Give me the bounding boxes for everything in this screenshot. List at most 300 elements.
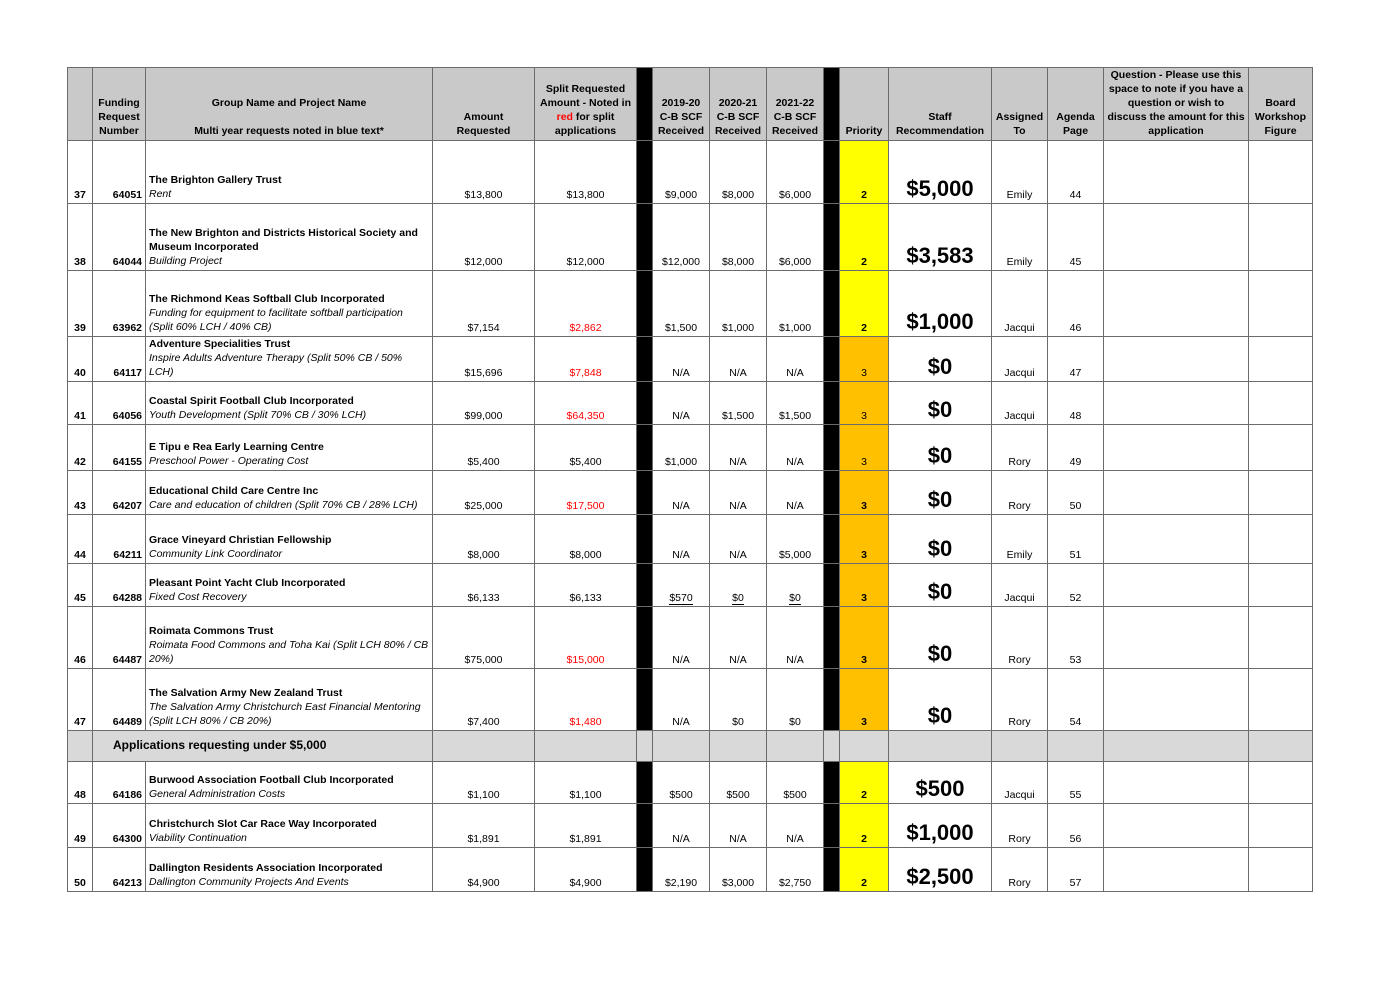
amount-requested: $13,800: [433, 141, 535, 204]
scf-2019-received: $9,000: [653, 141, 710, 204]
black-divider: [637, 471, 653, 515]
agenda-page: 50: [1048, 471, 1104, 515]
row-number: 39: [68, 271, 93, 337]
table-row: [68, 669, 1313, 731]
row-number: 49: [68, 804, 93, 848]
staff-recommendation: $0: [889, 564, 992, 607]
scf-2021-received: $2,750: [767, 848, 824, 892]
priority-badge: 2: [840, 141, 889, 204]
question-input[interactable]: [1104, 762, 1249, 804]
split-requested-amount: $1,480: [535, 669, 637, 731]
split-requested-amount: $1,100: [535, 762, 637, 804]
black-divider-2: [824, 68, 840, 141]
scf-2021-received: $5,000: [767, 515, 824, 564]
scf-2021-received: N/A: [767, 425, 824, 471]
section-cell-blank: [1249, 731, 1313, 762]
group-cell: [146, 471, 433, 515]
board-workshop-input[interactable]: [1249, 669, 1313, 731]
assigned-to: Rory: [992, 425, 1048, 471]
black-divider-1: [637, 68, 653, 141]
section-cell-blank: [710, 731, 767, 762]
board-workshop-input[interactable]: [1249, 382, 1313, 425]
assigned-to: Rory: [992, 848, 1048, 892]
header-split-red-word: red: [556, 111, 573, 123]
black-divider: [824, 804, 840, 848]
assigned-to: Rory: [992, 607, 1048, 669]
agenda-page: 55: [1048, 762, 1104, 804]
scf-2020-received: $0: [710, 669, 767, 731]
black-divider: [824, 337, 840, 382]
header-group-name: [146, 68, 433, 141]
agenda-page: 51: [1048, 515, 1104, 564]
table-row: [68, 382, 1313, 425]
scf-2021-received: $1,500: [767, 382, 824, 425]
staff-recommendation: $3,583: [889, 204, 992, 271]
header-priority: Priority: [840, 68, 889, 141]
board-workshop-input[interactable]: [1249, 337, 1313, 382]
black-divider: [824, 607, 840, 669]
black-divider: [637, 204, 653, 271]
priority-badge: 3: [840, 515, 889, 564]
priority-badge: 3: [840, 669, 889, 731]
question-input[interactable]: [1104, 607, 1249, 669]
staff-recommendation: $0: [889, 337, 992, 382]
group-name: Pleasant Point Yacht Club Incorporated: [149, 577, 346, 589]
agenda-page: 46: [1048, 271, 1104, 337]
board-workshop-input[interactable]: [1249, 271, 1313, 337]
scf-2021-received: $0: [767, 669, 824, 731]
section-cell-blank: [767, 731, 824, 762]
scf-2019-received: $500: [653, 762, 710, 804]
agenda-page: 45: [1048, 204, 1104, 271]
row-number: 50: [68, 848, 93, 892]
project-name: Preschool Power - Operating Cost: [149, 455, 309, 467]
group-cell: [146, 762, 433, 804]
black-divider: [637, 804, 653, 848]
section-cell-blank: [840, 731, 889, 762]
scf-2019-received: $1,000: [653, 425, 710, 471]
split-requested-amount: $1,891: [535, 804, 637, 848]
scf-2019-received: $12,000: [653, 204, 710, 271]
black-divider: [637, 848, 653, 892]
group-name: Educational Child Care Centre Inc: [149, 485, 319, 497]
header-split-text-1: Split Requested Amount - Noted in: [540, 83, 631, 109]
project-name: Inspire Adults Adventure Therapy (Split 50% CB / 50% LCH): [149, 352, 403, 378]
project-name: Funding for equipment to facilitate softball participation (Split 60% LCH / 40% CB): [149, 307, 403, 333]
section-title: Applications requesting under $5,000: [93, 731, 433, 762]
amount-requested: $1,891: [433, 804, 535, 848]
scf-2021-received: $6,000: [767, 141, 824, 204]
section-cell-blank: [1048, 731, 1104, 762]
table-row: [68, 564, 1313, 607]
scf-2021-received: N/A: [767, 471, 824, 515]
funding-request-number: 64056: [93, 382, 146, 425]
funding-request-number: 64186: [93, 762, 146, 804]
scf-2020-received: N/A: [710, 804, 767, 848]
black-divider: [637, 337, 653, 382]
split-requested-amount: $15,000: [535, 607, 637, 669]
header-group-name-line1: Group Name and Project Name: [211, 97, 367, 109]
split-requested-amount: $6,133: [535, 564, 637, 607]
agenda-page: 56: [1048, 804, 1104, 848]
split-requested-amount: $2,862: [535, 271, 637, 337]
scf-2019-received: N/A: [653, 804, 710, 848]
group-name: Christchurch Slot Car Race Way Incorporated: [149, 818, 377, 830]
scf-2020-received: N/A: [710, 425, 767, 471]
table-row: [68, 141, 1313, 204]
scf-2020-received: N/A: [710, 471, 767, 515]
scf-2020-received: $3,000: [710, 848, 767, 892]
staff-recommendation: $0: [889, 425, 992, 471]
amount-requested: $7,154: [433, 271, 535, 337]
scf-2020-received: $8,000: [710, 204, 767, 271]
project-name: Building Project: [149, 255, 222, 267]
project-name: Care and education of children (Split 70% CB / 28% LCH): [149, 499, 418, 511]
scf-2021-received: $1,000: [767, 271, 824, 337]
assigned-to: Emily: [992, 204, 1048, 271]
project-name: The Salvation Army Christchurch East Financial Mentoring (Split LCH 80% / CB 20%): [149, 701, 421, 727]
row-number: 45: [68, 564, 93, 607]
amount-requested: $12,000: [433, 204, 535, 271]
split-requested-amount: $12,000: [535, 204, 637, 271]
funding-request-number: 64117: [93, 337, 146, 382]
amount-requested: $99,000: [433, 382, 535, 425]
section-cell-blank: [68, 731, 93, 762]
group-name: E Tipu e Rea Early Learning Centre: [149, 441, 324, 453]
header-row: [68, 68, 1313, 141]
group-name: Adventure Specialities Trust: [149, 338, 291, 350]
assigned-to: Rory: [992, 804, 1048, 848]
scf-2020-received: N/A: [710, 337, 767, 382]
split-requested-amount: $13,800: [535, 141, 637, 204]
header-amount-requested: Amount Requested: [433, 68, 535, 141]
funding-request-number: 64051: [93, 141, 146, 204]
assigned-to: Emily: [992, 515, 1048, 564]
black-divider: [824, 141, 840, 204]
header-question: Question - Please use this space to note if you have a question or wish to discuss the amount for this application: [1104, 68, 1249, 141]
project-name: Rent: [149, 188, 172, 200]
question-input[interactable]: [1104, 515, 1249, 564]
black-divider: [637, 271, 653, 337]
priority-badge: 3: [840, 471, 889, 515]
scf-2019-received: $2,190: [653, 848, 710, 892]
funding-request-number: 64487: [93, 607, 146, 669]
question-input[interactable]: [1104, 141, 1249, 204]
scf-2020-received: [710, 564, 767, 607]
header-staff-recommendation: Staff Recommendation: [889, 68, 992, 141]
group-name: Burwood Association Football Club Incorporated: [149, 774, 394, 786]
assigned-to: Jacqui: [992, 382, 1048, 425]
agenda-page: 47: [1048, 337, 1104, 382]
priority-badge: 3: [840, 382, 889, 425]
split-requested-amount: $5,400: [535, 425, 637, 471]
split-requested-amount: $4,900: [535, 848, 637, 892]
funding-request-number: 64207: [93, 471, 146, 515]
agenda-page: 53: [1048, 607, 1104, 669]
black-divider: [824, 471, 840, 515]
split-requested-amount: $17,500: [535, 471, 637, 515]
priority-badge: 2: [840, 762, 889, 804]
staff-recommendation: $0: [889, 382, 992, 425]
header-split-requested: [535, 68, 637, 141]
scf-2021-received: N/A: [767, 337, 824, 382]
scf-2021-received: N/A: [767, 607, 824, 669]
project-name: Dallington Community Projects And Events: [149, 876, 349, 888]
board-workshop-input[interactable]: [1249, 848, 1313, 892]
group-cell: [146, 848, 433, 892]
header-scf-2021: 2021-22 C-B SCF Received: [767, 68, 824, 141]
header-board-workshop: Board Workshop Figure: [1249, 68, 1313, 141]
section-divider-2: [824, 731, 840, 762]
question-input[interactable]: [1104, 271, 1249, 337]
agenda-page: 49: [1048, 425, 1104, 471]
table-row: [68, 607, 1313, 669]
question-input[interactable]: [1104, 804, 1249, 848]
amount-requested: $7,400: [433, 669, 535, 731]
funding-request-number: 64211: [93, 515, 146, 564]
black-divider: [637, 564, 653, 607]
project-name: Viability Continuation: [149, 832, 247, 844]
staff-recommendation: $0: [889, 515, 992, 564]
funding-request-number: 63962: [93, 271, 146, 337]
assigned-to: Jacqui: [992, 271, 1048, 337]
scf-2020-received: $8,000: [710, 141, 767, 204]
funding-request-number: 64213: [93, 848, 146, 892]
black-divider: [824, 382, 840, 425]
scf-2019-received: N/A: [653, 669, 710, 731]
scf-2019-received: N/A: [653, 471, 710, 515]
project-name: Fixed Cost Recovery: [149, 591, 247, 603]
group-cell: [146, 564, 433, 607]
board-workshop-input[interactable]: [1249, 607, 1313, 669]
group-cell: [146, 204, 433, 271]
row-number: 42: [68, 425, 93, 471]
question-input[interactable]: [1104, 204, 1249, 271]
black-divider: [824, 669, 840, 731]
row-number: 48: [68, 762, 93, 804]
question-input[interactable]: [1104, 564, 1249, 607]
board-workshop-input[interactable]: [1249, 204, 1313, 271]
scf-2019-received: N/A: [653, 607, 710, 669]
question-input[interactable]: [1104, 471, 1249, 515]
group-cell: [146, 515, 433, 564]
project-name: Youth Development (Split 70% CB / 30% LCH): [149, 409, 367, 421]
funding-request-number: 64044: [93, 204, 146, 271]
black-divider: [637, 425, 653, 471]
section-cell-blank: [992, 731, 1048, 762]
amount-requested: $6,133: [433, 564, 535, 607]
table-row: [68, 337, 1313, 382]
question-input[interactable]: [1104, 848, 1249, 892]
staff-recommendation: $1,000: [889, 271, 992, 337]
board-workshop-input[interactable]: [1249, 425, 1313, 471]
priority-badge: 2: [840, 204, 889, 271]
group-name: The Salvation Army New Zealand Trust: [149, 687, 343, 699]
scf-2020-received: $1,000: [710, 271, 767, 337]
black-divider: [637, 607, 653, 669]
black-divider: [824, 425, 840, 471]
amount-requested: $25,000: [433, 471, 535, 515]
group-cell: [146, 425, 433, 471]
scf-2021-received: $6,000: [767, 204, 824, 271]
table-row: [68, 425, 1313, 471]
priority-badge: 2: [840, 848, 889, 892]
agenda-page: 44: [1048, 141, 1104, 204]
amount-requested: $5,400: [433, 425, 535, 471]
project-name: General Administration Costs: [149, 788, 286, 800]
split-requested-amount: $8,000: [535, 515, 637, 564]
black-divider: [637, 382, 653, 425]
amount-requested: $8,000: [433, 515, 535, 564]
table-row: [68, 271, 1313, 337]
board-workshop-input[interactable]: [1249, 804, 1313, 848]
header-split-text-2: for split applications: [554, 111, 617, 137]
staff-recommendation: $5,000: [889, 141, 992, 204]
scf-value-underlined: $570: [669, 592, 693, 604]
group-name: Dallington Residents Association Incorporated: [149, 862, 383, 874]
project-name: Community Link Coordinator: [149, 548, 283, 560]
table-row: [68, 515, 1313, 564]
agenda-page: 57: [1048, 848, 1104, 892]
scf-2019-received: [653, 564, 710, 607]
section-cell-blank: [1104, 731, 1249, 762]
black-divider: [637, 762, 653, 804]
section-divider-1: [637, 731, 653, 762]
assigned-to: Rory: [992, 471, 1048, 515]
section-row: [68, 731, 1313, 762]
row-number: 43: [68, 471, 93, 515]
assigned-to: Emily: [992, 141, 1048, 204]
question-input[interactable]: [1104, 337, 1249, 382]
group-cell: [146, 337, 433, 382]
table-row: [68, 762, 1313, 804]
header-group-name-line2: Multi year requests noted in blue text*: [194, 125, 384, 137]
staff-recommendation: $0: [889, 607, 992, 669]
table-row: [68, 204, 1313, 271]
scf-2020-received: $1,500: [710, 382, 767, 425]
question-input[interactable]: [1104, 425, 1249, 471]
priority-badge: 2: [840, 271, 889, 337]
assigned-to: Jacqui: [992, 762, 1048, 804]
scf-2020-received: $500: [710, 762, 767, 804]
funding-request-number: 64489: [93, 669, 146, 731]
question-input[interactable]: [1104, 382, 1249, 425]
amount-requested: $15,696: [433, 337, 535, 382]
staff-recommendation: $0: [889, 669, 992, 731]
group-cell: [146, 141, 433, 204]
board-workshop-input[interactable]: [1249, 762, 1313, 804]
group-cell: [146, 271, 433, 337]
header-agenda-page: Agenda Page: [1048, 68, 1104, 141]
row-number: 47: [68, 669, 93, 731]
group-name: Coastal Spirit Football Club Incorporated: [149, 395, 354, 407]
scf-2019-received: $1,500: [653, 271, 710, 337]
board-workshop-input[interactable]: [1249, 471, 1313, 515]
row-number: 40: [68, 337, 93, 382]
scf-2019-received: N/A: [653, 515, 710, 564]
staff-recommendation: $0: [889, 471, 992, 515]
row-number: 46: [68, 607, 93, 669]
table-row: [68, 471, 1313, 515]
amount-requested: $4,900: [433, 848, 535, 892]
scf-value-underlined: $0: [732, 592, 744, 604]
agenda-page: 48: [1048, 382, 1104, 425]
board-workshop-input[interactable]: [1249, 564, 1313, 607]
group-cell: [146, 382, 433, 425]
black-divider: [824, 204, 840, 271]
question-input[interactable]: [1104, 669, 1249, 731]
section-cell-blank: [433, 731, 535, 762]
agenda-page: 54: [1048, 669, 1104, 731]
funding-request-number: 64155: [93, 425, 146, 471]
staff-recommendation: $2,500: [889, 848, 992, 892]
row-number: 44: [68, 515, 93, 564]
black-divider: [637, 669, 653, 731]
funding-request-number: 64288: [93, 564, 146, 607]
assigned-to: Jacqui: [992, 564, 1048, 607]
priority-badge: 3: [840, 337, 889, 382]
table-row: [68, 848, 1313, 892]
group-cell: [146, 607, 433, 669]
funding-table: [67, 67, 1313, 892]
group-name: The Brighton Gallery Trust: [149, 174, 282, 186]
split-requested-amount: $7,848: [535, 337, 637, 382]
amount-requested: $1,100: [433, 762, 535, 804]
black-divider: [824, 271, 840, 337]
section-cell-blank: [889, 731, 992, 762]
group-name: The Richmond Keas Softball Club Incorporated: [149, 293, 385, 305]
scf-2021-received: N/A: [767, 804, 824, 848]
black-divider: [824, 515, 840, 564]
row-number: 37: [68, 141, 93, 204]
table-body-main: [68, 141, 1313, 731]
scf-2021-received: $500: [767, 762, 824, 804]
black-divider: [824, 564, 840, 607]
priority-badge: 2: [840, 804, 889, 848]
group-cell: [146, 669, 433, 731]
board-workshop-input[interactable]: [1249, 141, 1313, 204]
header-assigned-to: Assigned To: [992, 68, 1048, 141]
scf-2020-received: N/A: [710, 515, 767, 564]
scf-2020-received: N/A: [710, 607, 767, 669]
board-workshop-input[interactable]: [1249, 515, 1313, 564]
split-requested-amount: $64,350: [535, 382, 637, 425]
funding-request-number: 64300: [93, 804, 146, 848]
staff-recommendation: $1,000: [889, 804, 992, 848]
header-scf-2020: 2020-21 C-B SCF Received: [710, 68, 767, 141]
black-divider: [637, 141, 653, 204]
scf-2021-received: [767, 564, 824, 607]
section-cell-blank: [653, 731, 710, 762]
section-header: [68, 731, 1313, 762]
agenda-page: 52: [1048, 564, 1104, 607]
row-number: 41: [68, 382, 93, 425]
project-name: Roimata Food Commons and Toha Kai (Split LCH 80% / CB 20%): [149, 639, 429, 665]
assigned-to: Rory: [992, 669, 1048, 731]
priority-badge: 3: [840, 564, 889, 607]
group-name: Grace Vineyard Christian Fellowship: [149, 534, 332, 546]
group-name: Roimata Commons Trust: [149, 625, 274, 637]
scf-2019-received: N/A: [653, 382, 710, 425]
scf-value-underlined: $0: [789, 592, 801, 604]
funding-table-sheet: [67, 67, 1313, 892]
assigned-to: Jacqui: [992, 337, 1048, 382]
priority-badge: 3: [840, 607, 889, 669]
header-funding-request-number: Funding Request Number: [93, 68, 146, 141]
table-row: [68, 804, 1313, 848]
black-divider: [824, 848, 840, 892]
black-divider: [637, 515, 653, 564]
